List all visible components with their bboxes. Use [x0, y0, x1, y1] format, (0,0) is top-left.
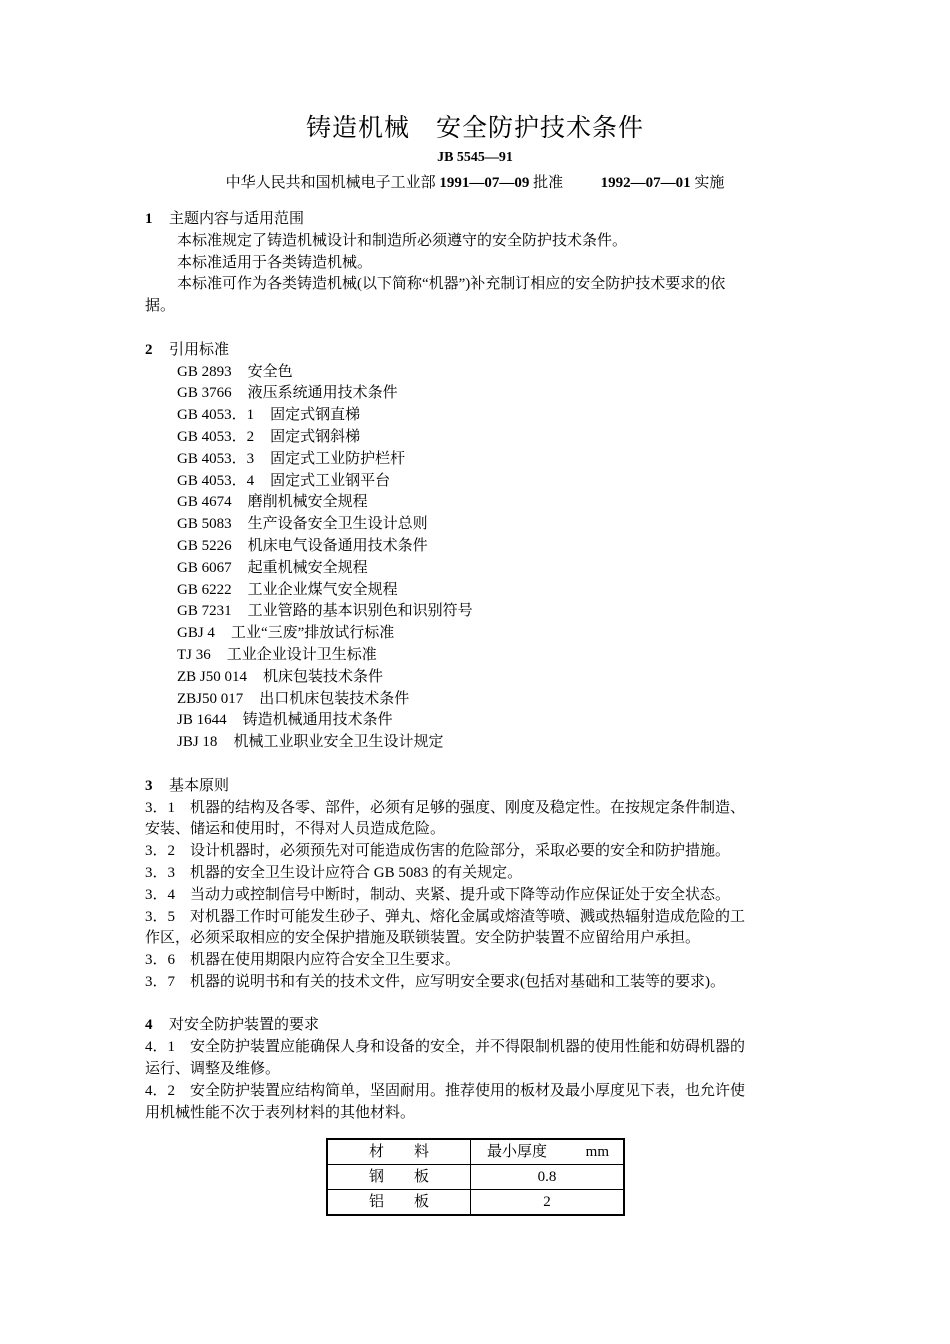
clause-line: 作区，必须采取相应的安全保护措施及联锁装置。安全防护装置不应留给用户承担。 [145, 930, 701, 947]
header-label: 最小厚度 [487, 1143, 548, 1160]
table-cell-thickness: 0.8 [471, 1165, 625, 1190]
reference-item [145, 536, 810, 558]
section-title: 基本原则 [169, 777, 230, 794]
reference-item [145, 710, 810, 732]
reference-list [145, 362, 810, 754]
table-row [327, 1190, 624, 1216]
reference-code: GB 4053．4 [177, 472, 255, 489]
clause-line: 3．5 对机器工作时可能发生砂子、弹丸、熔化金属或熔渣等喷、溅或热辐射造成危险的工 [145, 908, 746, 925]
clause-line: 4．1 安全防护装置应能确保人身和设备的安全，并不得限制机器的使用性能和妨碍机器的 [145, 1039, 746, 1056]
reference-code: GB 4674 [177, 494, 232, 511]
paragraph: 本标准规定了铸造机械设计和制造所必须遵守的安全防护技术条件。 [177, 232, 628, 249]
clause-line: 3．3 机器的安全卫生设计应符合 GB 5083 的有关规定。 [145, 864, 523, 881]
reference-code: ZBJ50 017 [177, 690, 244, 707]
reference-title: 生产设备安全卫生设计总则 [247, 516, 428, 533]
table-cell-material: 钢 板 [327, 1165, 471, 1190]
section-number: 2 [145, 341, 153, 358]
reference-title: 工业企业煤气安全规程 [247, 581, 398, 598]
reference-item [145, 405, 810, 427]
reference-title: 固定式钢斜梯 [270, 428, 361, 445]
reference-item [145, 514, 810, 536]
paragraph: 本标准适用于各类铸造机械。 [177, 254, 373, 271]
standard-number: JB 5545—91 [437, 150, 513, 165]
reference-item [145, 471, 810, 493]
reference-item [145, 689, 810, 711]
reference-code: GB 2893 [177, 363, 232, 380]
section-1-heading [145, 209, 810, 231]
reference-item [145, 732, 810, 754]
section-2-heading [145, 340, 810, 362]
clause-line: 4．2 安全防护装置应结构简单，坚固耐用。推荐使用的板材及最小厚度见下表，也允许使 [145, 1082, 746, 1099]
reference-item [145, 601, 810, 623]
reference-title: 机床包装技术条件 [263, 668, 384, 685]
reference-title: 固定式工业钢平台 [270, 472, 391, 489]
paragraph-continuation: 据。 [145, 298, 176, 315]
reference-code: GBJ 4 [177, 625, 215, 642]
reference-title: 固定式工业防护栏杆 [270, 450, 406, 467]
header-unit: mm [585, 1143, 609, 1160]
clause-line: 3．1 机器的结构及各零、部件，必须有足够的强度、刚度及稳定性。在按规定条件制造、 [145, 799, 746, 816]
approval-line [0, 171, 950, 192]
reference-title: 机械工业职业安全卫生设计规定 [233, 734, 444, 751]
reference-item [145, 580, 810, 602]
reference-title: 液压系统通用技术条件 [247, 385, 398, 402]
section-number: 4 [145, 1017, 153, 1034]
reference-title: 工业管路的基本识别色和识别符号 [247, 603, 473, 620]
section-number: 3 [145, 777, 153, 794]
reference-title: 固定式钢直梯 [270, 407, 361, 424]
section-title: 引用标准 [169, 341, 230, 358]
approval-prefix: 中华人民共和国机械电子工业部 [225, 175, 436, 191]
reference-code: GB 6067 [177, 559, 232, 576]
document-body [145, 209, 810, 1216]
reference-code: GB 7231 [177, 603, 232, 620]
clause-line: 3．2 设计机器时，必须预先对可能造成伤害的危险部分，采取必要的安全和防护措施。 [145, 843, 731, 860]
approval-label: 批准 [533, 175, 564, 191]
reference-item [145, 645, 810, 667]
reference-code: TJ 36 [177, 646, 211, 663]
reference-title: 工业企业设计卫生标准 [226, 646, 377, 663]
approval-date: 1991—07—09 [439, 175, 530, 191]
table-cell-thickness: 2 [471, 1190, 625, 1216]
reference-item [145, 383, 810, 405]
paragraph: 本标准可作为各类铸造机械(以下简称“机器”)补充制订相应的安全防护技术要求的依 [177, 276, 726, 293]
table-row [327, 1165, 624, 1190]
document-title: 铸造机械 安全防护技术条件 [305, 115, 644, 142]
section-title: 对安全防护装置的要求 [169, 1017, 320, 1034]
table-header-cell [471, 1139, 625, 1165]
reference-title: 机床电气设备通用技术条件 [247, 537, 428, 554]
reference-title: 磨削机械安全规程 [247, 494, 368, 511]
clause-line: 3．6 机器在使用期限内应符合安全卫生要求。 [145, 952, 461, 969]
reference-title: 铸造机械通用技术条件 [242, 712, 393, 729]
reference-title: 起重机械安全规程 [247, 559, 368, 576]
reference-code: GB 4053．3 [177, 450, 255, 467]
section-4-heading [145, 1015, 810, 1037]
reference-code: GB 5083 [177, 516, 232, 533]
reference-item [145, 427, 810, 449]
material-thickness-table [326, 1138, 625, 1216]
reference-item [145, 492, 810, 514]
table-header-row [327, 1139, 624, 1165]
reference-code: JBJ 18 [177, 734, 218, 751]
effective-date: 1992—07—01 [600, 175, 691, 191]
reference-title: 安全色 [247, 363, 293, 380]
reference-item [145, 667, 810, 689]
section-3-heading [145, 776, 810, 798]
reference-title: 工业“三废”排放试行标准 [230, 625, 395, 642]
reference-code: GB 3766 [177, 385, 232, 402]
section-title: 主题内容与适用范围 [169, 211, 305, 227]
clause-line: 3．4 当动力或控制信号中断时，制动、夹紧、提升或下降等动作应保证处于安全状态。 [145, 886, 731, 903]
reference-code: ZB J50 014 [177, 668, 248, 685]
reference-code: GB 4053．2 [177, 428, 255, 445]
reference-code: GB 6222 [177, 581, 232, 598]
reference-item [145, 449, 810, 471]
clause-line: 安装、储运和使用时，不得对人员造成危险。 [145, 821, 446, 838]
effective-label: 实施 [694, 175, 725, 191]
reference-code: GB 5226 [177, 537, 232, 554]
table-header-cell: 材 料 [327, 1139, 471, 1165]
clause-line: 3．7 机器的说明书和有关的技术文件，应写明安全要求(包括对基础和工装等的要求)。 [145, 973, 725, 990]
clause-line: 运行、调整及维修。 [145, 1061, 281, 1078]
table-cell-material: 铝 板 [327, 1190, 471, 1216]
clause-line: 用机械性能不次于表列材料的其他材料。 [145, 1104, 416, 1121]
reference-item [145, 558, 810, 580]
reference-code: JB 1644 [177, 712, 227, 729]
reference-title: 出口机床包装技术条件 [259, 690, 410, 707]
section-number: 1 [145, 211, 153, 227]
reference-item [145, 623, 810, 645]
reference-item [145, 362, 810, 384]
reference-code: GB 4053．1 [177, 407, 255, 424]
